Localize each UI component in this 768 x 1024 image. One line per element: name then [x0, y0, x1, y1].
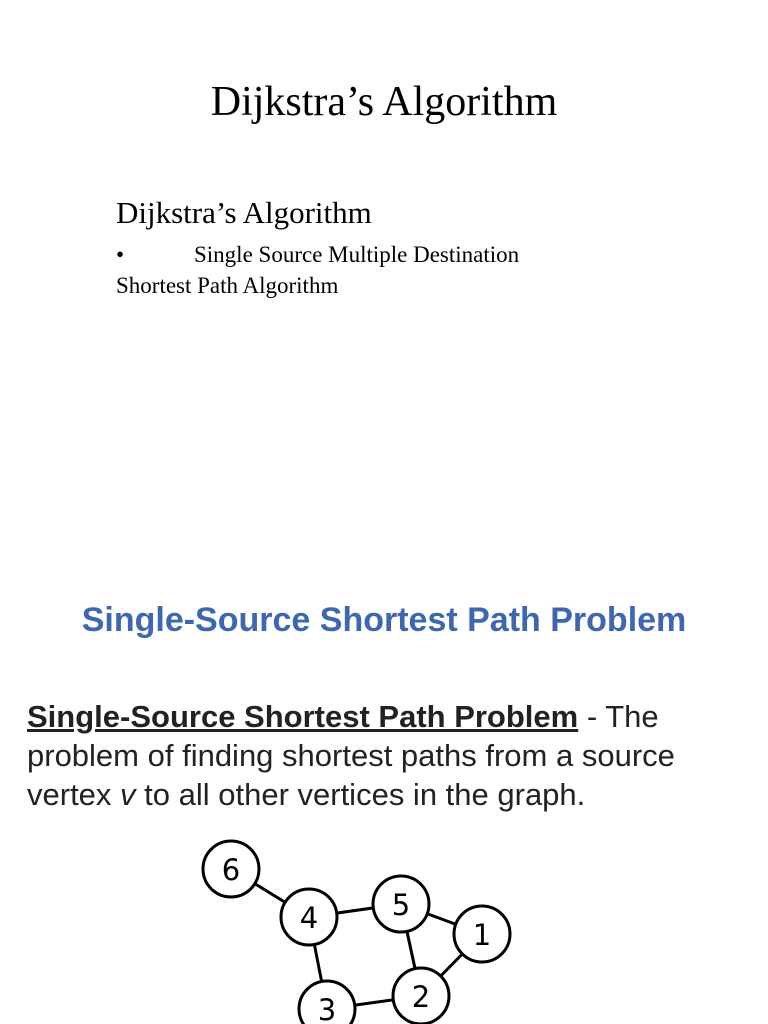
graph-node-3 — [299, 981, 355, 1024]
graph-nodes — [203, 841, 510, 1024]
bullet-marker: • — [116, 242, 125, 267]
bullet-text-line2: Shortest Path Algorithm — [116, 273, 339, 298]
graph-node-label: 4 — [299, 901, 319, 935]
graph-node-label: 3 — [317, 993, 337, 1024]
graph-node-2 — [393, 968, 449, 1024]
vertex-variable: v — [120, 777, 136, 812]
graph-node-4 — [281, 889, 337, 945]
graph-node-label: 6 — [221, 853, 241, 887]
slide-subtitle: Dijkstra’s Algorithm — [116, 195, 372, 230]
graph-node-label: 5 — [391, 888, 411, 922]
defined-term: Single-Source Shortest Path Problem — [27, 699, 579, 734]
section-heading: Single-Source Shortest Path Problem — [81, 601, 687, 639]
graph-node-label: 2 — [411, 980, 431, 1014]
bullet-text-line1: Single Source Multiple Destination — [194, 242, 520, 267]
graph-node-5 — [373, 876, 429, 932]
graph-node-1 — [454, 906, 510, 962]
graph-node-6 — [203, 841, 259, 897]
slide-title: Dijkstra’s Algorithm — [210, 79, 558, 125]
graph-node-label: 1 — [472, 918, 492, 952]
definition-text-end: to all other vertices in the graph. — [135, 777, 586, 812]
definition-text: - The problem of finding shortest paths from a source vertex — [27, 699, 675, 812]
